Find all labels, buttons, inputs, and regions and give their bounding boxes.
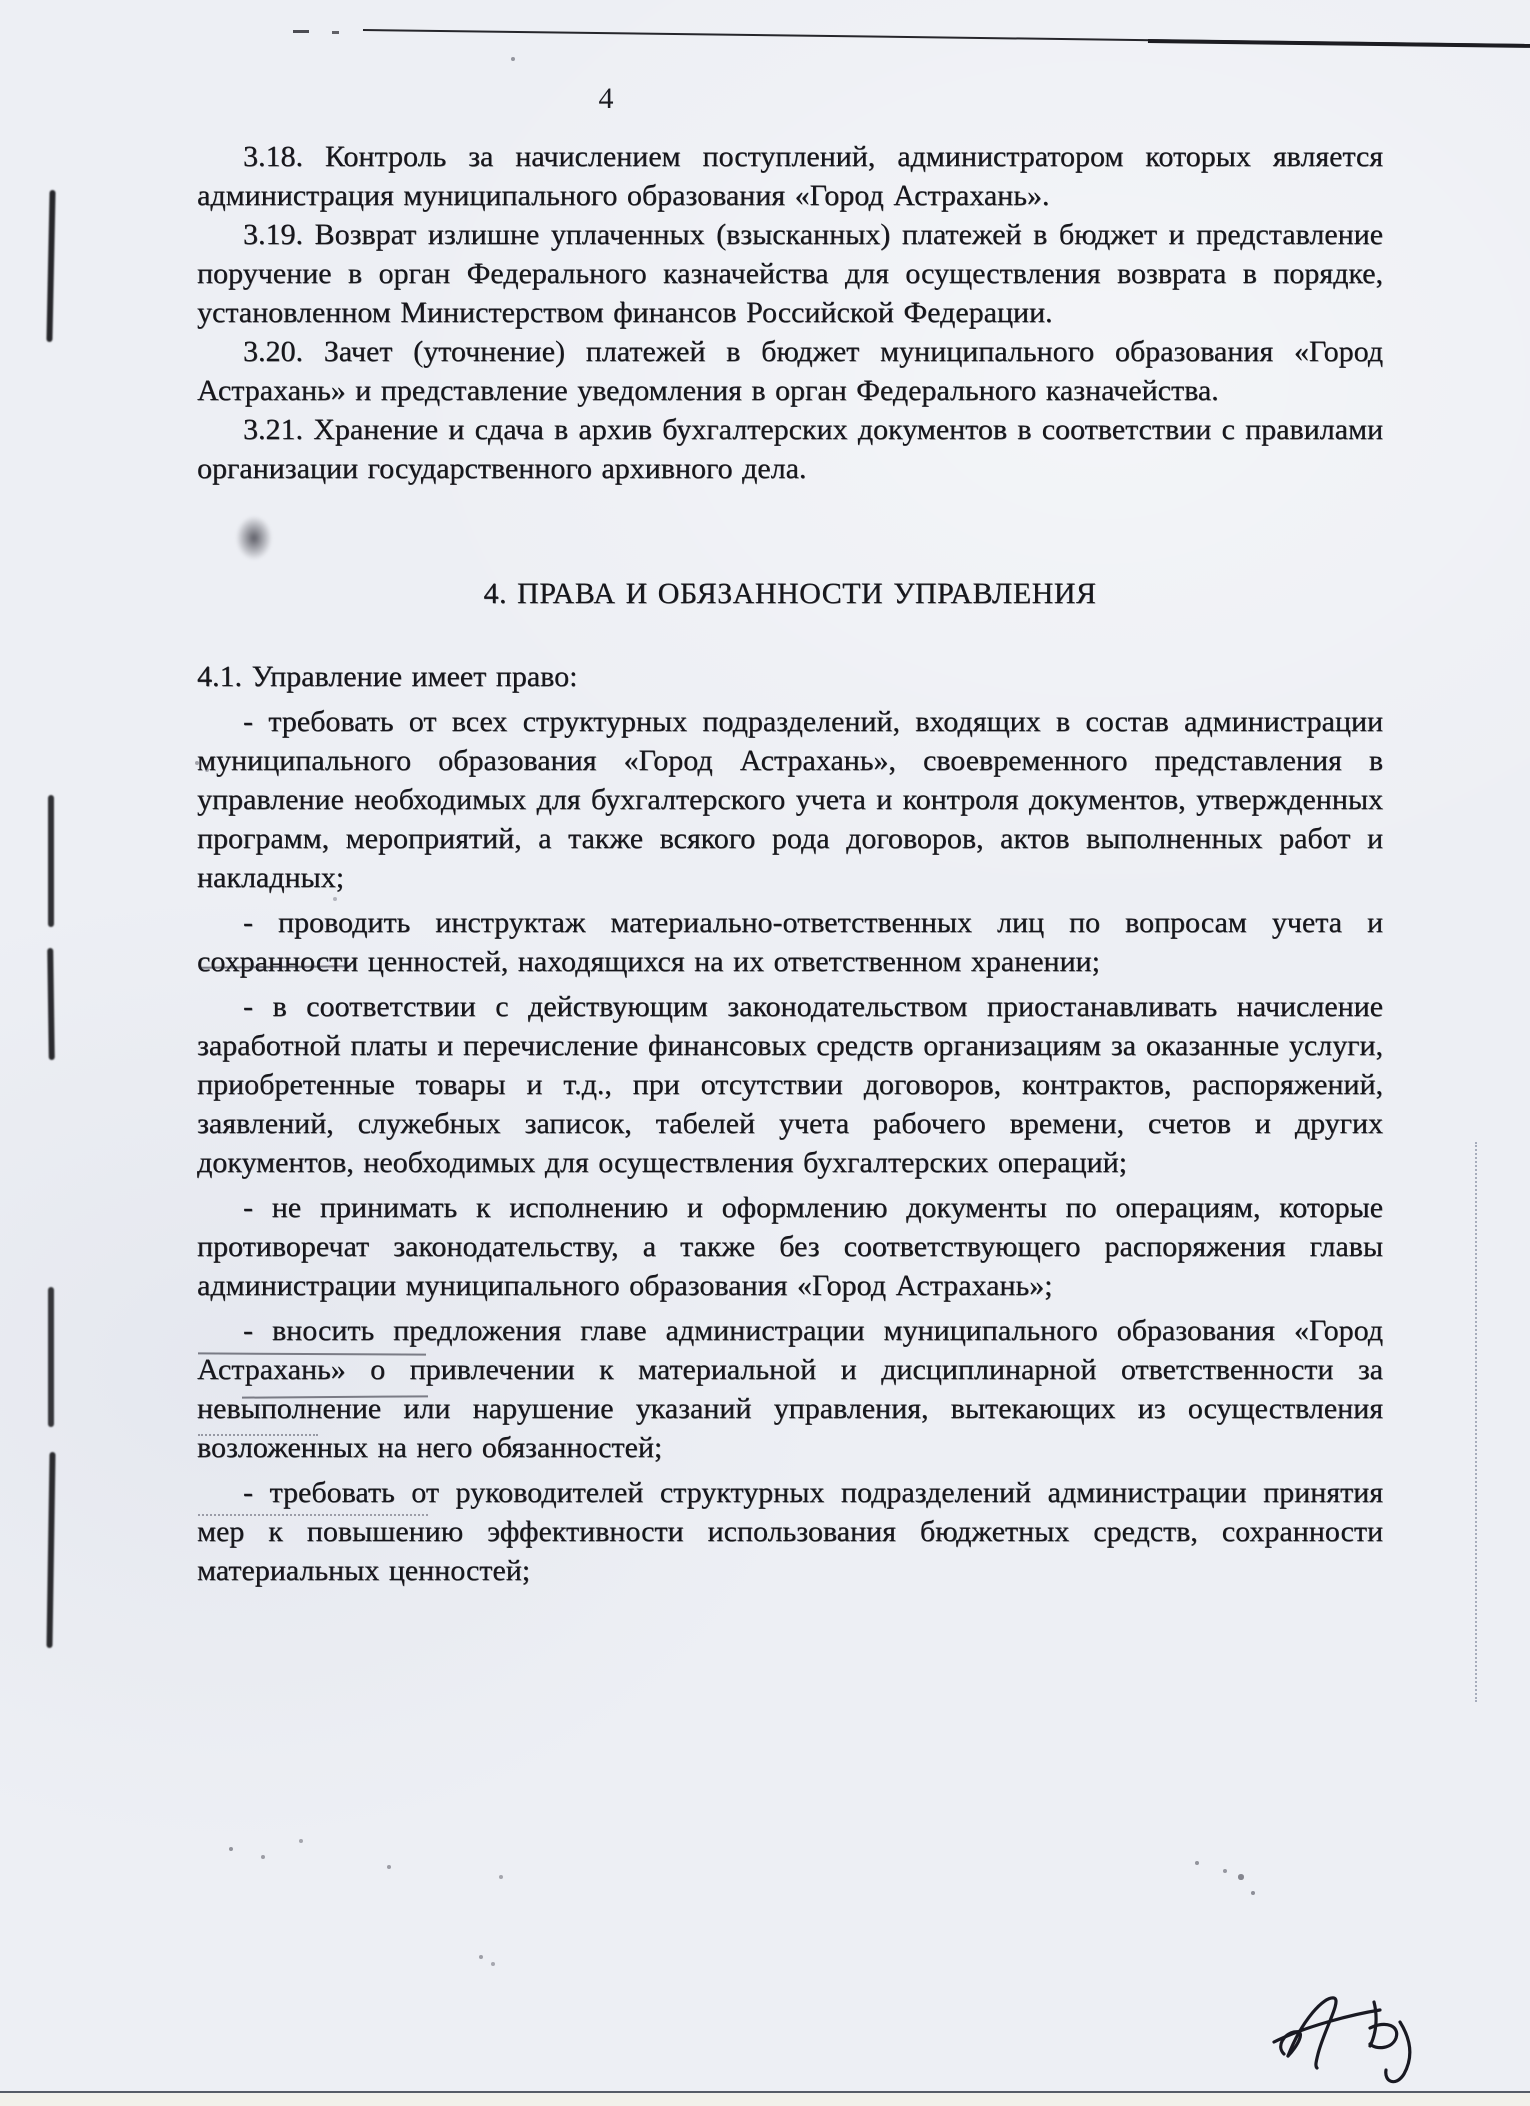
paper-specks: [0, 0, 2, 2]
paragraph-3-21: 3.21. Хранение и сдача в архив бухгалтерских документов в соответствии с правилами организации государственного архивного дела.: [197, 413, 1383, 485]
scanner-background-strip: [0, 2093, 1530, 2106]
scan-edge-dash: [332, 31, 339, 34]
right-margin-dotted-line: [1475, 1142, 1477, 1702]
page-bottom-edge: [0, 2091, 1530, 2093]
left-margin-streak: [46, 1452, 55, 1648]
page-number: 4: [598, 82, 614, 115]
left-margin-streak: [48, 1287, 54, 1427]
paragraph-3-19: 3.19. Возврат излишне уплаченных (взысканных) платежей в бюджет и представление поручение в орган Федерального казначейства для осуществления возврата в порядке, установленном Министерством финансов Российской Федерации.: [197, 218, 1383, 329]
document-body: [197, 137, 1383, 1590]
left-margin-streak: [46, 190, 55, 342]
left-margin-streak: [47, 948, 55, 1060]
list-item: - не принимать к исполнению и оформлению документы по операциям, которые противоречат законодательству, а также без соответствующего распоряжения главы администрации муниципального образования «Город Астрахань»;: [197, 1191, 1383, 1302]
list-item: - проводить инструктаж материально-ответственных лиц по вопросам учета и сохранности ценностей, находящихся на их ответственном хранении;: [197, 906, 1383, 978]
scan-edge-line: [363, 29, 1530, 46]
paragraph-4-1: 4.1. Управление имеет право:: [197, 660, 578, 693]
paragraph-3-18: 3.18. Контроль за начислением поступлений, администратором которых является администрация муниципального образования «Город Астрахань».: [197, 140, 1383, 212]
left-margin-streak: [48, 795, 54, 927]
signature-icon: [1262, 1982, 1452, 2094]
list-item: - требовать от руководителей структурных подразделений администрации принятия мер к повышению эффективности использования бюджетных средств, сохранности материальных ценностей;: [197, 1476, 1383, 1587]
paragraph-3-20: 3.20. Зачет (уточнение) платежей в бюджет муниципального образования «Город Астрахань» и представление уведомления в орган Федерального казначейства.: [197, 335, 1383, 407]
section-4-heading: 4. ПРАВА И ОБЯЗАННОСТИ УПРАВЛЕНИЯ: [483, 577, 1097, 610]
scan-edge-dash: [293, 30, 309, 33]
list-item: - в соответствии с действующим законодательством приостанавливать начисление заработной платы и перечисление финансовых средств организациям за оказанные услуги, приобретенные товары и т.д., при отсутствии договоров, контрактов, распоряжений, заявлений, служебных записок, табелей учета рабочего времени, счетов и других документов, необходимых для осуществления бухгалтерских операций;: [197, 990, 1383, 1179]
list-item: - требовать от всех структурных подразделений, входящих в состав администрации муниципального образования «Город Астрахань», своевременного представления в управление необходимых для бухгалтерского учета и контроля документов, утвержденных программ, мероприятий, а также всякого рода договоров, актов выполненных работ и накладных;: [197, 705, 1383, 894]
scan-edge-line-thick: [1148, 39, 1530, 48]
signature-mark: [1262, 1982, 1452, 2094]
list-item: - вносить предложения главе администрации муниципального образования «Город Астрахань» о привлечении к материальной и дисциплинарной ответственности за невыполнение или нарушение указаний управления, вытекающих из осуществления возложенных на него обязанностей;: [197, 1314, 1383, 1464]
